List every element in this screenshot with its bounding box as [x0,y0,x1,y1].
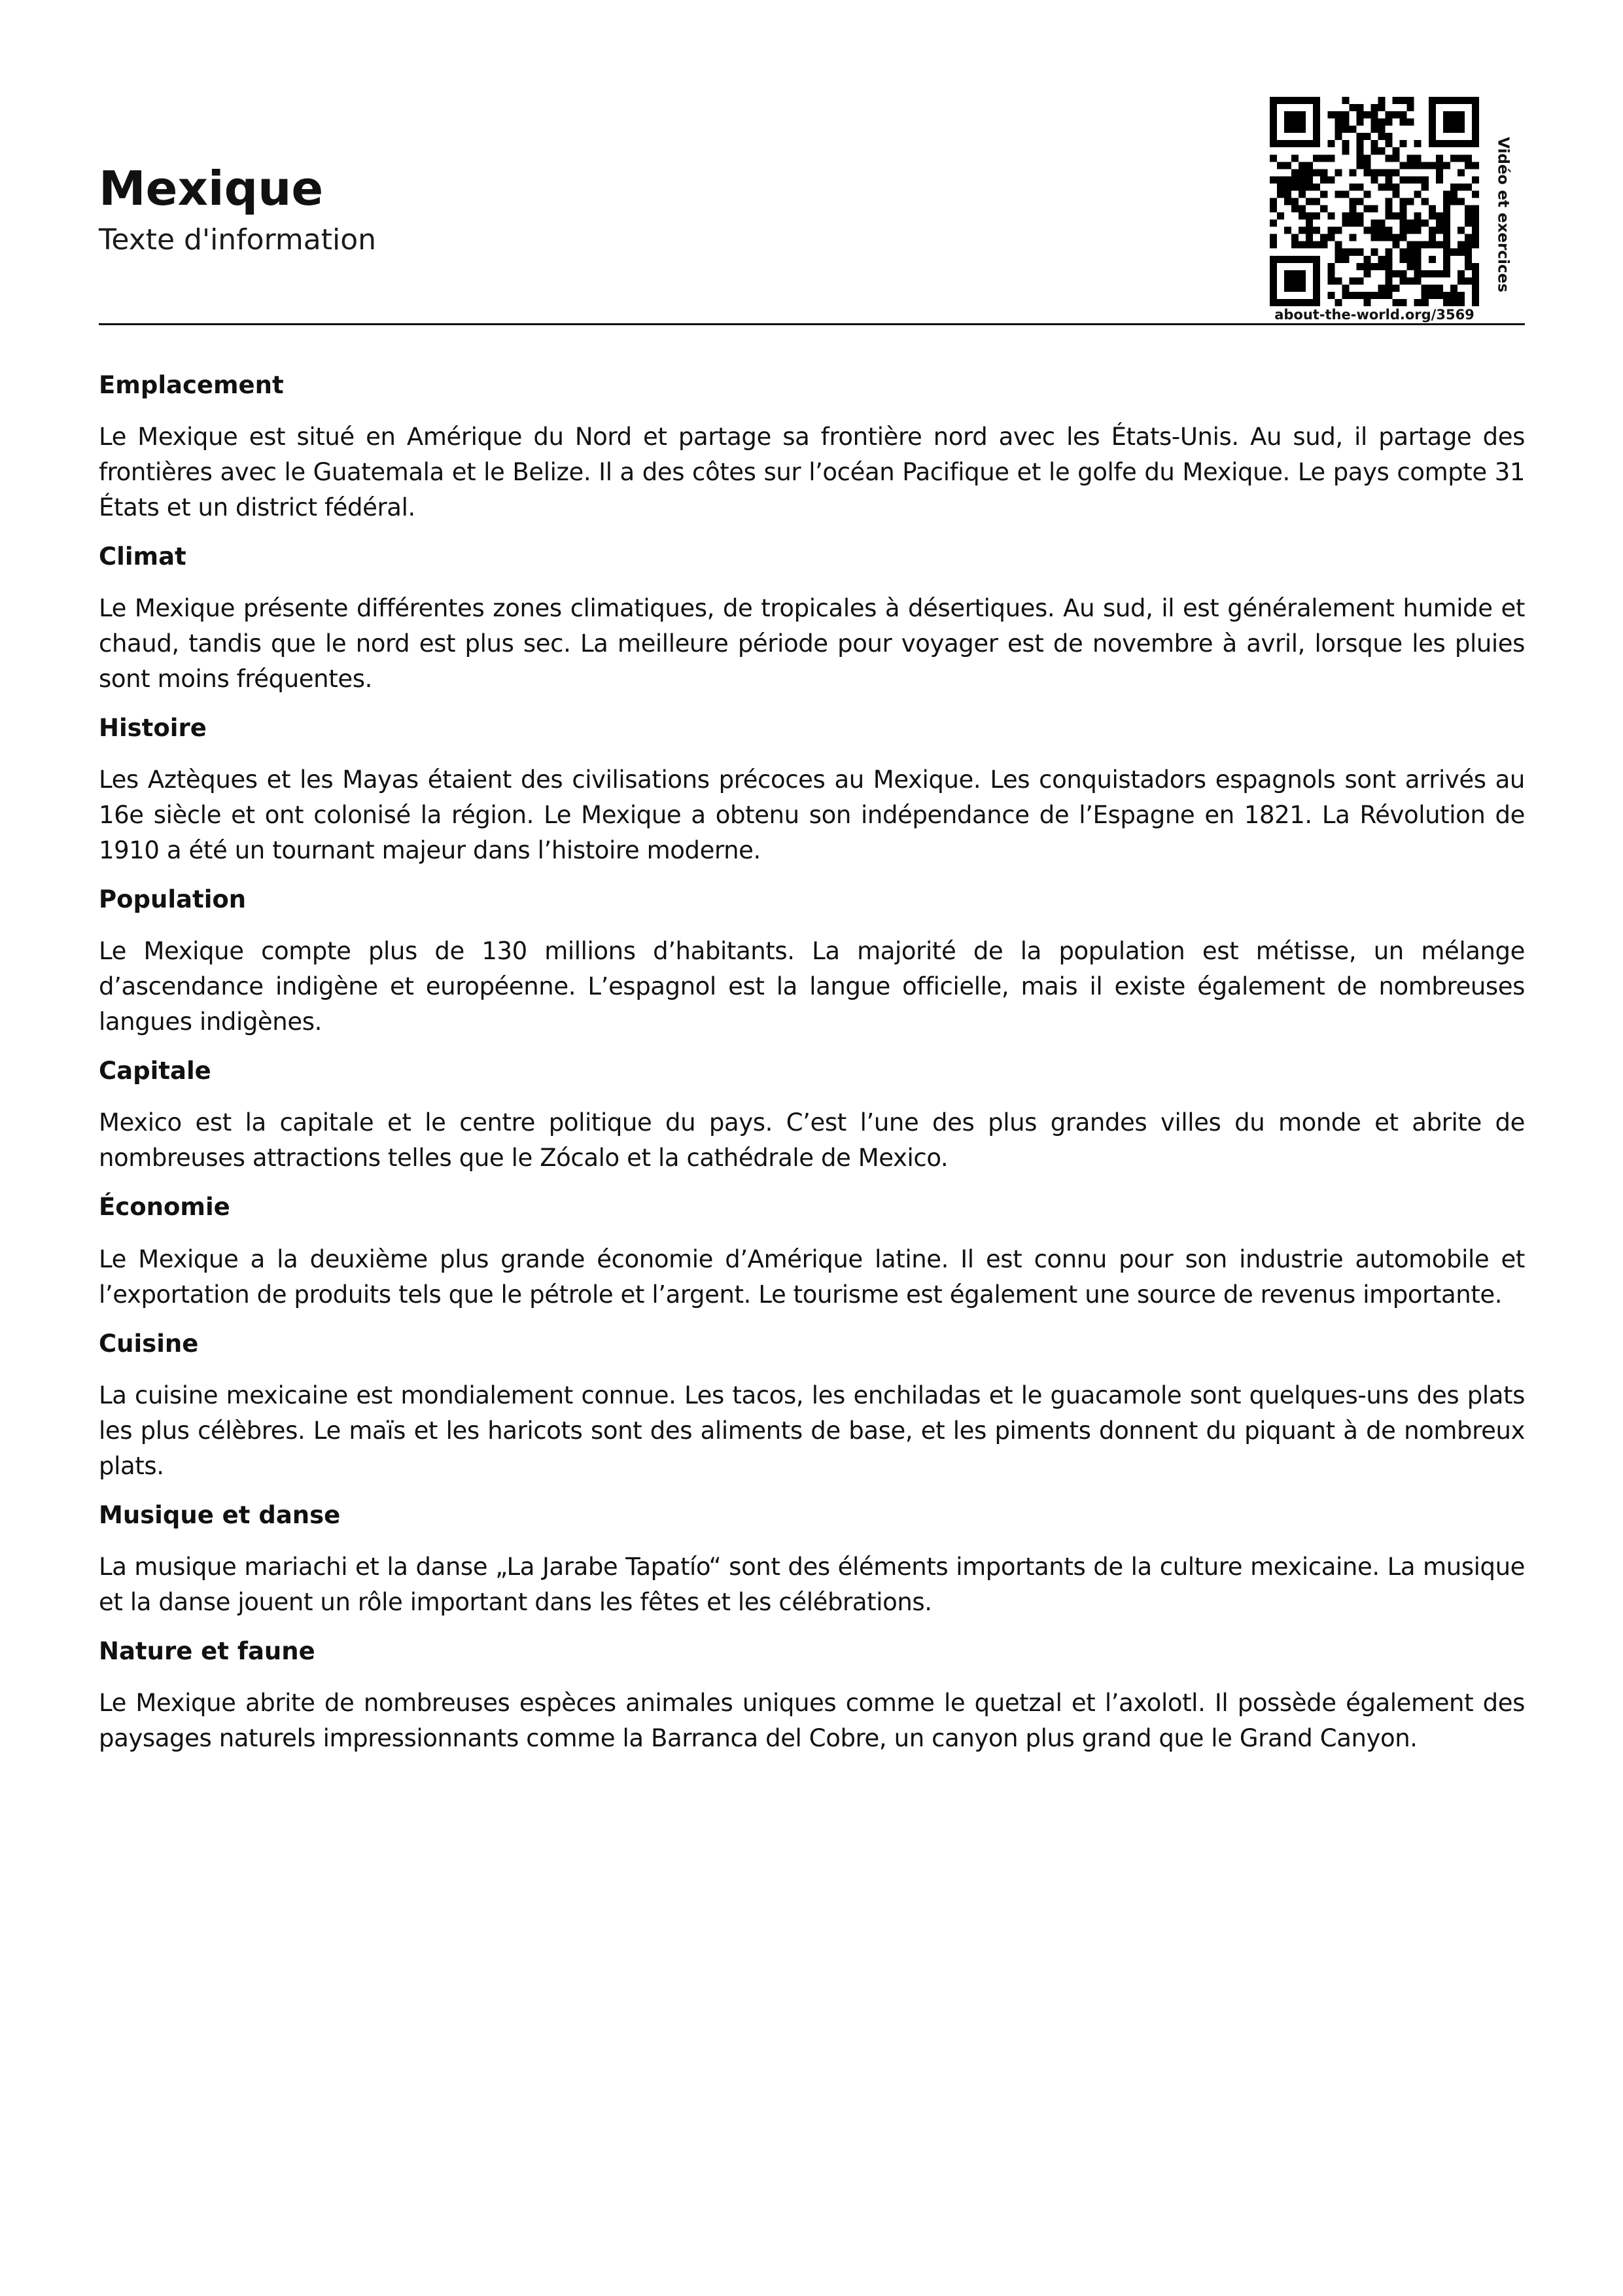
section-text: Le Mexique est situé en Amérique du Nord et partage sa frontière nord avec les États-Unis. Au sud, il partage des frontières avec le Guatemala et le Belize. Il a des côtes sur l’océan Pacifique et le golfe du Mexique. Le pays compte 31 États et un district fédéral. [99,423,1525,522]
section-heading: Climat [99,542,186,571]
section-histoire [99,713,1525,868]
section-heading: Cuisine [99,1329,199,1358]
section-heading: Histoire [99,714,207,743]
video-exercises-label: Vidéo et exercices [1494,137,1512,292]
header-divider [99,323,1525,325]
section-climat [99,541,1525,697]
section-heading: Musique et danse [99,1500,341,1529]
section-capitale [99,1055,1525,1176]
section-text: Le Mexique a la deuxième plus grande économie d’Amérique latine. Il est connu pour son industrie automobile et l’exportation de produits tels que le pétrole et l’argent. Le tourisme est également une source de revenus importante. [99,1245,1525,1309]
section-population [99,884,1525,1040]
section-text: La cuisine mexicaine est mondialement connue. Les tacos, les enchiladas et le guacamole sont quelques-uns des plats les plus célèbres. Le maïs et les haricots sont des aliments de base, et les piments donnent du piquant à de nombreux plats. [99,1381,1525,1480]
section-text: Le Mexique présente différentes zones climatiques, de tropicales à désertiques. Au sud, il est généralement humide et chaud, tandis que le nord est plus sec. La meilleure période pour voyager est de novembre à avril, lorsque les pluies sont moins fréquentes. [99,594,1525,694]
section-text: Les Aztèques et les Mayas étaient des civilisations précoces au Mexique. Les conquistadors espagnols sont arrivés au 16e siècle et ont colonisé la région. Le Mexique a obtenu son indépendance de l’Espagne en 1821. La Révolution de 1910 a été un tournant majeur dans l’histoire moderne. [99,766,1525,865]
section-heading: Population [99,885,247,914]
page-subtitle: Texte d'information [99,223,377,256]
section-heading: Économie [99,1193,230,1222]
section-text: Mexico est la capitale et le centre politique du pays. C’est l’une des plus grandes villes du monde et abrite de nombreuses attractions telles que le Zócalo et la cathédrale de Mexico. [99,1108,1525,1173]
section-text: La musique mariachi et la danse „La Jarabe Tapatío“ sont des éléments importants de la culture mexicaine. La musique et la danse jouent un rôle important dans les fêtes et les célébrations. [99,1552,1525,1616]
section-nature-et-faune [99,1636,1525,1756]
section-cuisine [99,1328,1525,1484]
page-title: Mexique [99,161,324,216]
qr-block [1270,97,1525,326]
page-header [99,0,1525,327]
section-economie [99,1192,1525,1312]
qr-url-label: about-the-world.org/3569 [1274,307,1475,323]
section-musique-et-danse [99,1500,1525,1620]
section-text: Le Mexique abrite de nombreuses espèces animales uniques comme le quetzal et l’axolotl. Il possède également des paysages naturels impressionnants comme la Barranca del Cobre, un canyon plus grand que le Grand Canyon. [99,1688,1525,1752]
section-heading: Capitale [99,1057,211,1086]
article-body [99,370,1525,1772]
section-heading: Emplacement [99,371,284,399]
section-text: Le Mexique compte plus de 130 millions d’habitants. La majorité de la population est métisse, un mélange d’ascendance indigène et européenne. L’espagnol est la langue officielle, mais il existe également de nombreuses langues indigènes. [99,937,1525,1036]
qr-code-icon[interactable] [1270,97,1479,306]
section-emplacement [99,370,1525,525]
section-heading: Nature et faune [99,1636,315,1665]
qr-side-caption [1480,123,1526,306]
